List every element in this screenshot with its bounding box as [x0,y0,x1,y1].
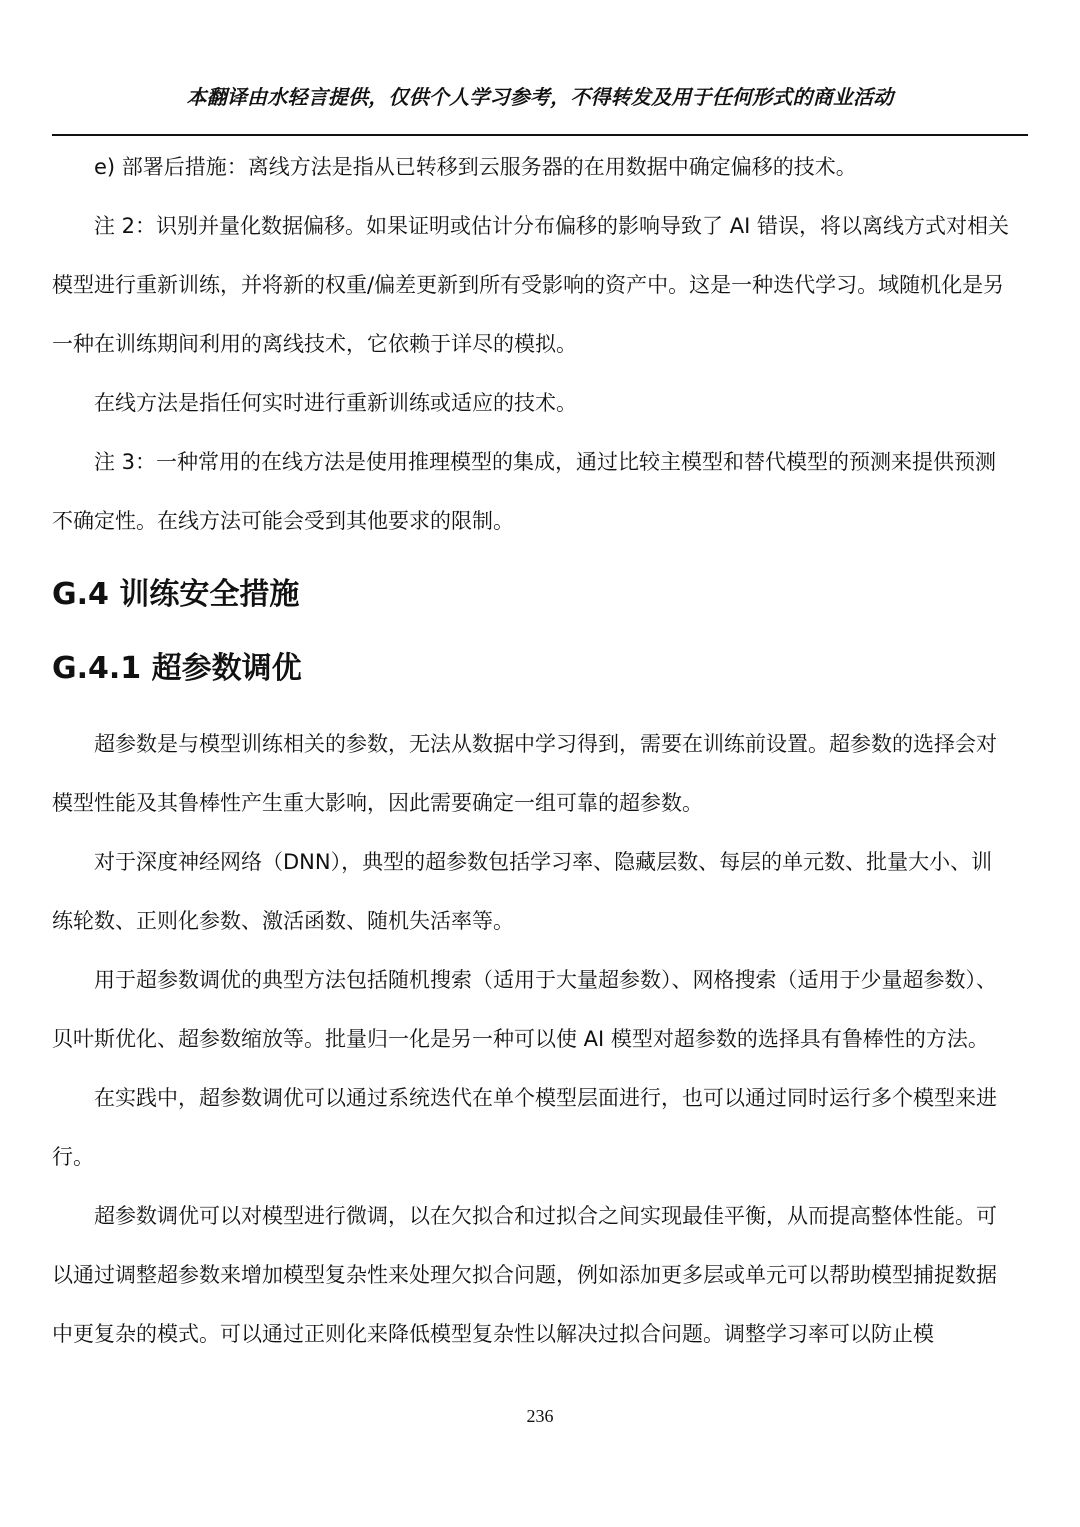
body-section-bottom [52,715,1012,1364]
subsection-heading-wrapper [52,640,1012,698]
body-section-top [52,138,1012,551]
section-heading-wrapper [52,566,1012,624]
paragraph-online-method: 在线方法是指任何实时进行重新训练或适应的技术。 [94,391,577,415]
section-heading-g4: G.4 训练安全措施 [52,577,300,612]
subsection-heading-g41: G.4.1 超参数调优 [52,651,302,686]
paragraph-note-3: 注 3：一种常用的在线方法是使用推理模型的集成，通过比较主模型和替代模型的预测来提供预测不确定性。在线方法可能会受到其他要求的限制。 [52,450,997,533]
paragraph-dnn-hyperparameters: 对于深度神经网络（DNN），典型的超参数包括学习率、隐藏层数、每层的单元数、批量大小、训练轮数、正则化参数、激活函数、随机失活率等。 [52,850,993,933]
header-divider [52,134,1028,136]
paragraph-tuning-methods: 用于超参数调优的典型方法包括随机搜索（适用于大量超参数）、网格搜索（适用于少量超参数）、贝叶斯优化、超参数缩放等。批量归一化是另一种可以使 AI 模型对超参数的选择具有鲁棒性的方法。 [52,968,997,1051]
page-header: 本翻译由水轻言提供，仅供个人学习参考，不得转发及用于任何形式的商业活动 [186,85,894,109]
paragraph-hyperparameter-definition: 超参数是与模型训练相关的参数，无法从数据中学习得到，需要在训练前设置。超参数的选择会对模型性能及其鲁棒性产生重大影响，因此需要确定一组可靠的超参数。 [52,732,997,815]
paragraph-tuning-practice: 在实践中，超参数调优可以通过系统迭代在单个模型层面进行，也可以通过同时运行多个模型来进行。 [52,1086,997,1169]
paragraph-post-deployment: e) 部署后措施：离线方法是指从已转移到云服务器的在用数据中确定偏移的技术。 [94,155,857,179]
paragraph-tuning-balance: 超参数调优可以对模型进行微调，以在欠拟合和过拟合之间实现最佳平衡，从而提高整体性能。可以通过调整超参数来增加模型复杂性来处理欠拟合问题，例如添加更多层或单元可以帮助模型捕捉数据中更复杂的模式。可以通过正则化来降低模型复杂性以解决过拟合问题。调整学习率可以防止模 [52,1204,997,1346]
paragraph-note-2: 注 2：识别并量化数据偏移。如果证明或估计分布偏移的影响导致了 AI 错误，将以离线方式对相关模型进行重新训练，并将新的权重/偏差更新到所有受影响的资产中。这是一种迭代学习。域随机化是另一种在训练期间利用的离线技术，它依赖于详尽的模拟。 [52,214,1009,356]
page-number: 236 [526,1406,554,1426]
